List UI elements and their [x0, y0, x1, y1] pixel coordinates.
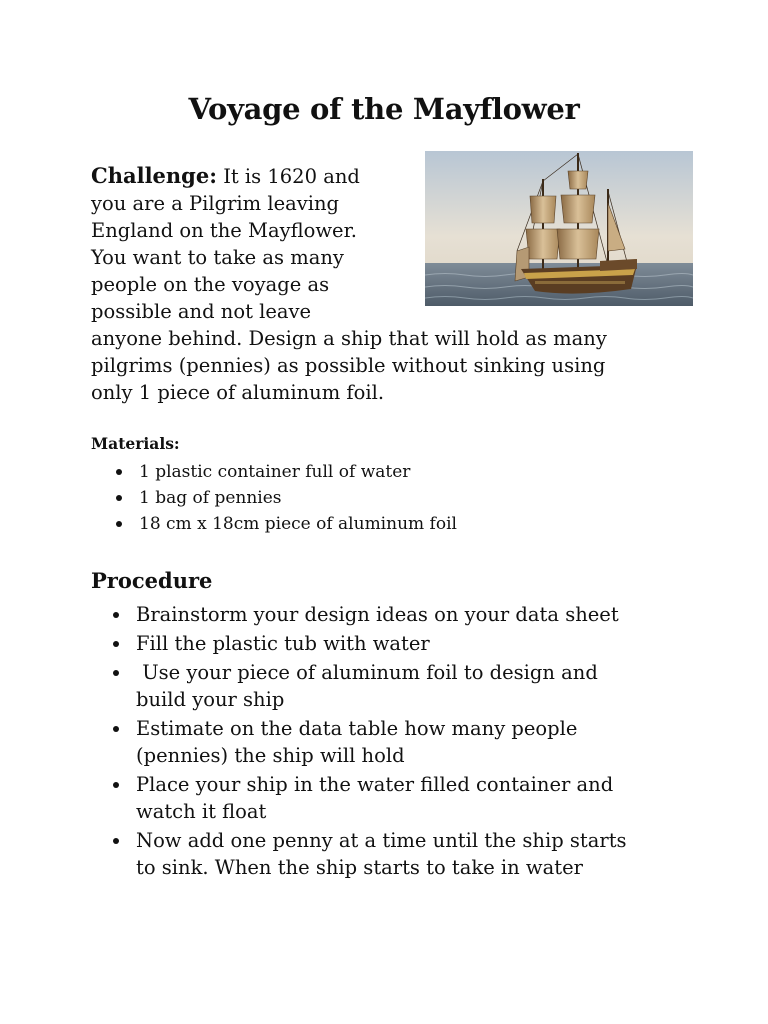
procedure-step: [110, 715, 690, 769]
procedure-step-text: Brainstorm your design ideas on your data sheet: [136, 603, 619, 626]
challenge-label: Challenge:: [91, 163, 217, 188]
challenge-line: It is 1620 and: [223, 165, 360, 188]
challenge-line: people on the voyage as: [91, 273, 330, 296]
procedure-step: [110, 630, 690, 657]
procedure-step-text: watch it float: [136, 800, 267, 823]
procedure-step: [110, 601, 690, 628]
procedure-step: [110, 659, 690, 713]
challenge-line: England on the Mayflower.: [91, 219, 357, 242]
materials-item: 1 bag of pennies: [113, 485, 457, 511]
procedure-step-text: Now add one penny at a time until the ship starts: [136, 829, 627, 852]
procedure-step-text: Use your piece of aluminum foil to design and: [136, 661, 598, 684]
page-title: Voyage of the Mayflower: [188, 92, 580, 126]
challenge-line: anyone behind. Design a ship that will hold as many: [91, 327, 607, 350]
challenge-line: You want to take as many: [91, 246, 344, 269]
procedure-step-text: Fill the plastic tub with water: [136, 632, 430, 655]
challenge-line: only 1 piece of aluminum foil.: [91, 381, 385, 404]
challenge-line: pilgrims (pennies) as possible without sinking using: [91, 354, 606, 377]
materials-list: [113, 459, 457, 537]
materials-heading: Materials:: [91, 434, 180, 453]
materials-item: 18 cm x 18cm piece of aluminum foil: [113, 511, 457, 537]
procedure-step: [110, 827, 690, 881]
procedure-step-text: Estimate on the data table how many people: [136, 717, 578, 740]
procedure-step-text: (pennies) the ship will hold: [136, 744, 405, 767]
procedure-step-text: to sink. When the ship starts to take in water: [136, 856, 583, 879]
materials-item: 1 plastic container full of water: [113, 459, 457, 485]
challenge-line: you are a Pilgrim leaving: [91, 192, 340, 215]
procedure-heading: Procedure: [91, 568, 213, 593]
challenge-paragraph: [91, 162, 676, 406]
procedure-list: [110, 601, 690, 883]
procedure-step: [110, 771, 690, 825]
procedure-step-text: Place your ship in the water filled container and: [136, 773, 614, 796]
challenge-line: possible and not leave: [91, 300, 312, 323]
procedure-step-text: build your ship: [136, 688, 285, 711]
